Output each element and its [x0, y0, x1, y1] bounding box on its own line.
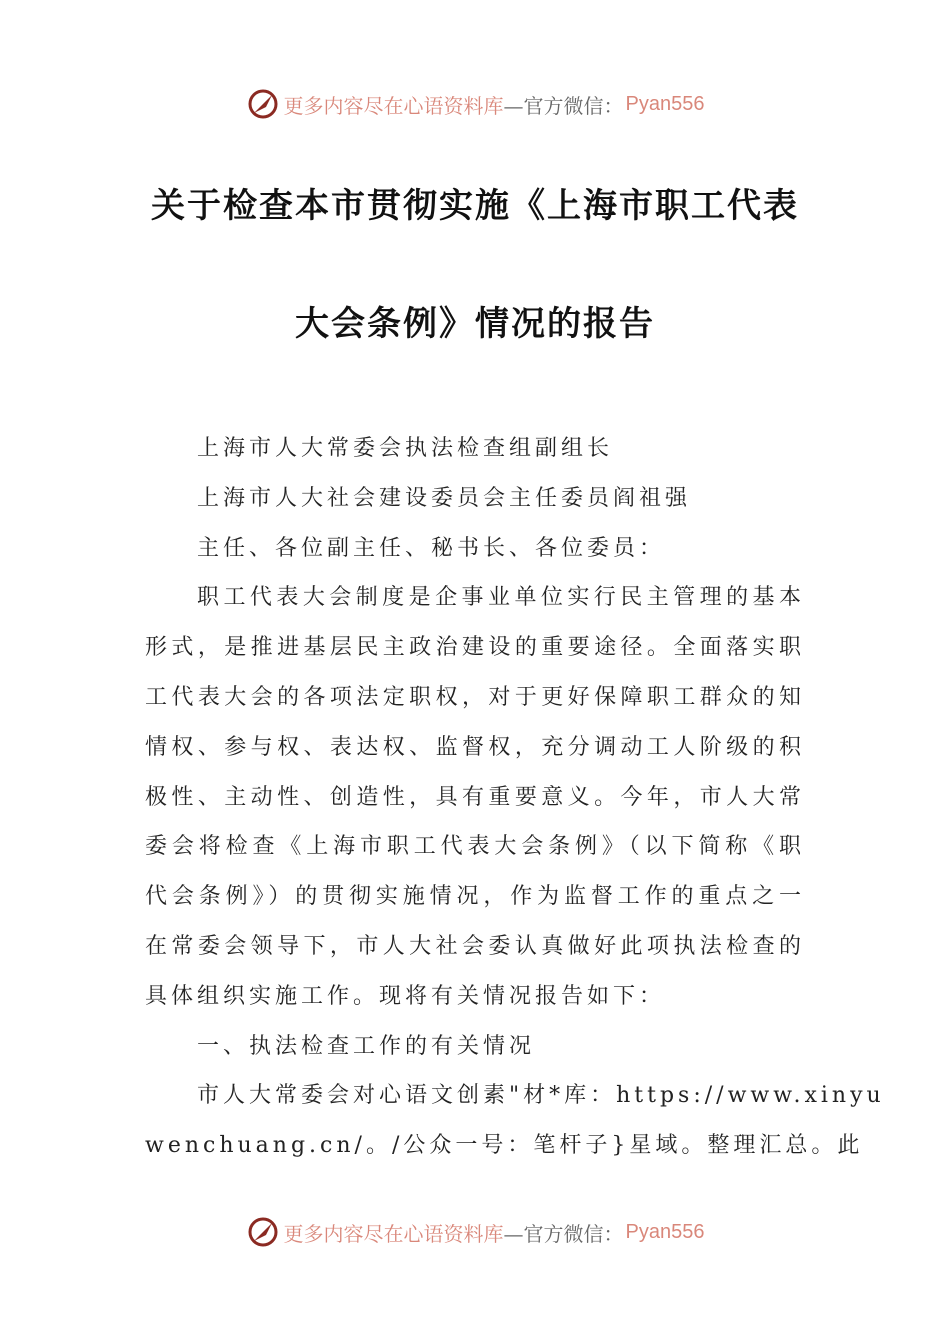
- body-text-line: 形式，是推进基层民主政治建设的重要途径。全面落实职: [145, 635, 805, 661]
- watermark-wechat-id: Pyan556: [625, 92, 705, 115]
- body-text-line: 情权、参与权、表达权、监督权，充分调动工人阶级的积: [145, 734, 805, 760]
- body-text-line: 具体组织实施工作。现将有关情况报告如下：: [145, 983, 666, 1009]
- body-text-line: 主任、各位副主任、秘书长、各位委员：: [197, 535, 666, 561]
- quill-logo-icon: [246, 87, 280, 121]
- watermark-text: 更多内容尽在心语资料库: [283, 1221, 504, 1246]
- body-text-line: 工代表大会的各项法定职权，对于更好保障职工群众的知: [145, 685, 805, 710]
- watermark-wechat-id: Pyan556: [625, 1220, 705, 1243]
- body-text-line: 代会条例》）的贯彻实施情况，作为监督工作的重点之一: [145, 884, 805, 910]
- header-watermark: [0, 84, 950, 124]
- watermark-text: 更多内容尽在心语资料库: [283, 93, 504, 118]
- watermark-separator: —官方微信：: [503, 1221, 624, 1246]
- body-text-line: 在常委会领导下，市人大社会委认真做好此项执法检查的: [145, 934, 805, 959]
- body-text-line: 一、执法检查工作的有关情况: [197, 1033, 536, 1059]
- body-text-line: 上海市人大常委会执法检查组副组长: [197, 436, 614, 461]
- body-text-line: 上海市人大社会建设委员会主任委员阎祖强: [197, 485, 692, 511]
- body-text-line: 委会将检查《上海市职工代表大会条例》（以下简称《职: [145, 834, 805, 860]
- quill-logo-icon: [246, 1215, 280, 1249]
- body-text-line: 极性、主动性、创造性，具有重要意义。今年，市人大常: [145, 784, 805, 810]
- body-text-line: 市人大常委会对心语文创素"材*库：https://www.xinyu: [197, 1083, 885, 1109]
- document-title-line2: 大会条例》情况的报告: [295, 304, 655, 344]
- body-text-line: wenchuang.cn/。/公众一号：笔杆子}星域。整理汇总。此: [145, 1133, 864, 1159]
- watermark-separator: —官方微信：: [503, 93, 624, 118]
- document-title-line1: 关于检查本市贯彻实施《上海市职工代表: [151, 186, 799, 226]
- footer-watermark: [0, 1212, 950, 1252]
- body-text-line: 职工代表大会制度是企事业单位实行民主管理的基本: [197, 585, 805, 611]
